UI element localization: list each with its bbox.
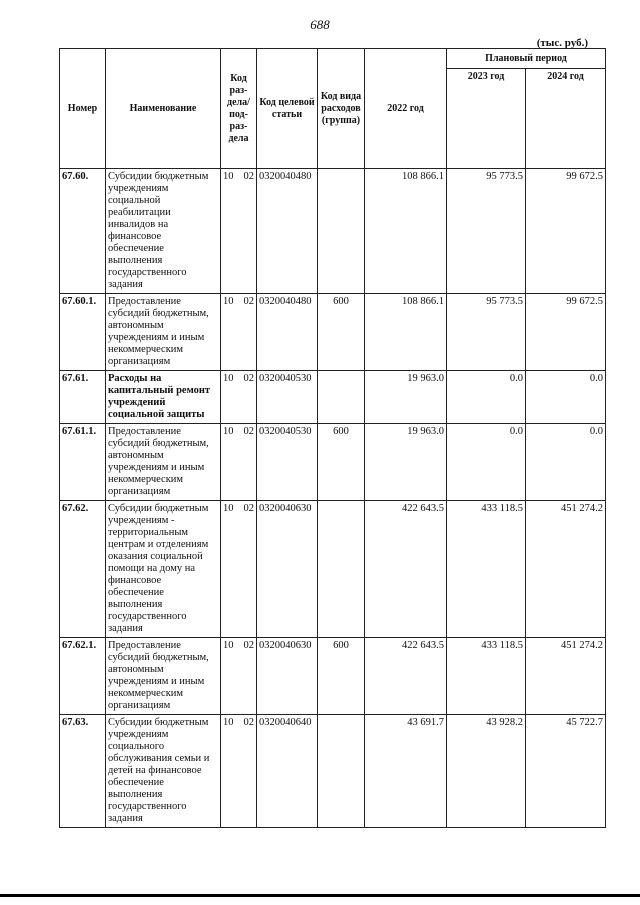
razdel-code: 10 [223,503,234,514]
row-2023: 0.0 [447,371,526,424]
row-2022: 19 963.0 [365,424,447,501]
razdel-code: 10 [223,717,234,728]
row-vid [318,715,365,828]
row-celevaya: 0320040640 [257,715,318,828]
row-2024: 99 672.5 [526,294,606,371]
header-nomer: Номер [60,49,106,169]
table-row [60,294,606,371]
row-vid: 600 [318,424,365,501]
table-row [60,638,606,715]
row-name: Предоставление субсидий бюджетным, автономным учреждениям и иным некоммерческим организациям [106,294,221,371]
row-vid [318,371,365,424]
header-razdel: Код раз-дела/ под-раз-дела [221,49,257,169]
row-razdel [221,638,257,715]
podrazdel-code: 02 [243,171,254,182]
row-2022: 19 963.0 [365,371,447,424]
row-name: Расходы на капитальный ремонт учреждений социальной защиты [106,371,221,424]
row-vid [318,169,365,294]
header-plan: Плановый период [447,49,606,69]
row-number: 67.60.1. [60,294,106,371]
header-2024: 2024 год [526,69,606,169]
row-razdel [221,715,257,828]
row-razdel [221,294,257,371]
razdel-code: 10 [223,373,234,384]
header-naimenovanie: Наименование [106,49,221,169]
table-row [60,715,606,828]
podrazdel-code: 02 [243,640,254,651]
row-2022: 108 866.1 [365,169,447,294]
row-2023: 95 773.5 [447,294,526,371]
row-celevaya: 0320040480 [257,169,318,294]
row-2022: 43 691.7 [365,715,447,828]
row-2022: 108 866.1 [365,294,447,371]
row-2024: 0.0 [526,371,606,424]
row-number: 67.61.1. [60,424,106,501]
row-2023: 43 928.2 [447,715,526,828]
row-celevaya: 0320040530 [257,424,318,501]
row-2024: 45 722.7 [526,715,606,828]
row-number: 67.62. [60,501,106,638]
row-name: Субсидии бюджетным учреждениям социальной реабилитации инвалидов на финансовое обеспечение выполнения государственного задания [106,169,221,294]
podrazdel-code: 02 [243,717,254,728]
razdel-code: 10 [223,296,234,307]
header-2023: 2023 год [447,69,526,169]
row-name: Предоставление субсидий бюджетным, автономным учреждениям и иным некоммерческим организациям [106,638,221,715]
row-2023: 0.0 [447,424,526,501]
row-razdel [221,501,257,638]
row-2023: 433 118.5 [447,638,526,715]
row-celevaya: 0320040480 [257,294,318,371]
table-row [60,501,606,638]
units-label: (тыс. руб.) [536,37,588,49]
row-2024: 451 274.2 [526,638,606,715]
header-2022: 2022 год [365,49,447,169]
row-name: Субсидии бюджетным учреждениям - территориальным центрам и отделениям оказания социальной помощи на дому на финансовое обеспечение выполнения государственного задания [106,501,221,638]
row-celevaya: 0320040630 [257,501,318,638]
row-number: 67.62.1. [60,638,106,715]
row-2023: 95 773.5 [447,169,526,294]
row-razdel [221,169,257,294]
row-celevaya: 0320040530 [257,371,318,424]
table-row [60,424,606,501]
budget-table [59,48,606,828]
row-2024: 0.0 [526,424,606,501]
razdel-code: 10 [223,426,234,437]
row-vid: 600 [318,294,365,371]
table-row [60,371,606,424]
podrazdel-code: 02 [243,296,254,307]
podrazdel-code: 02 [243,426,254,437]
row-2024: 99 672.5 [526,169,606,294]
podrazdel-code: 02 [243,503,254,514]
row-razdel [221,371,257,424]
row-2024: 451 274.2 [526,501,606,638]
row-name: Субсидии бюджетным учреждениям социального обслуживания семьи и детей на финансовое обеспечение выполнения государственного задания [106,715,221,828]
row-number: 67.60. [60,169,106,294]
row-name: Предоставление субсидий бюджетным, автономным учреждениям и иным некоммерческим организациям [106,424,221,501]
row-number: 67.63. [60,715,106,828]
podrazdel-code: 02 [243,373,254,384]
row-vid: 600 [318,638,365,715]
row-number: 67.61. [60,371,106,424]
razdel-code: 10 [223,640,234,651]
page-number: 688 [310,17,330,32]
row-2022: 422 643.5 [365,501,447,638]
row-celevaya: 0320040630 [257,638,318,715]
razdel-code: 10 [223,171,234,182]
row-2022: 422 643.5 [365,638,447,715]
header-celevaya: Код целевой статьи [257,49,318,169]
row-vid [318,501,365,638]
bottom-rule [0,894,640,897]
row-razdel [221,424,257,501]
row-2023: 433 118.5 [447,501,526,638]
table-row [60,169,606,294]
header-vid: Код вида расходов (группа) [318,49,365,169]
